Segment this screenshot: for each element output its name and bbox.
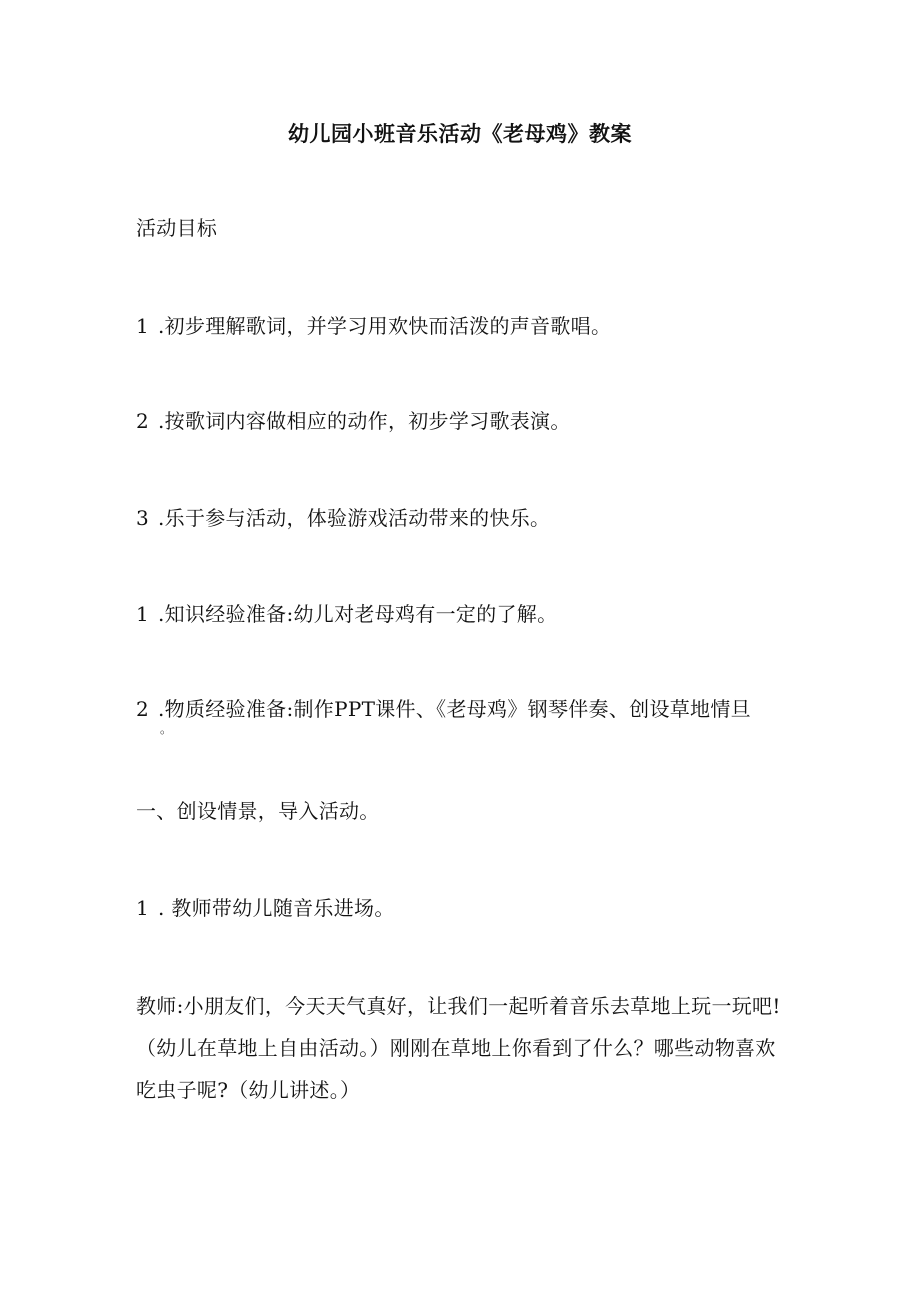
- dialogue-line-1: 教师:小朋友们，今天天气真好，让我们一起听着音乐去草地上玩一玩吧!: [136, 994, 781, 1018]
- goal-item-3: [136, 502, 550, 531]
- prep-item-1: [136, 598, 557, 627]
- prep-text: .物质经验准备:制作PPT课件、《老母鸡》钢琴伴奏、创设草地情旦: [158, 697, 751, 721]
- prep-text: .知识经验准备:幼儿对老母鸡有一定的了解。: [158, 602, 558, 626]
- document-title: 幼儿园小班音乐活动《老母鸡》教案: [288, 121, 632, 146]
- step-number: 1: [136, 896, 150, 920]
- step-text: . 教师带幼儿随音乐进场。: [158, 896, 395, 920]
- goal-text: .按歌词内容做相应的动作，初步学习歌表演。: [158, 409, 571, 433]
- dialogue-line-2: （幼儿在草地上自由活动。）刚刚在草地上你看到了什么？哪些动物喜欢: [136, 1036, 776, 1060]
- prep-item-2: [136, 693, 751, 722]
- prep-number: 1: [136, 602, 150, 626]
- goal-item-2: [136, 405, 571, 434]
- prep-item-2-tail: 。: [160, 722, 173, 736]
- dialogue-paragraph: [136, 985, 796, 1111]
- step-item-1: [136, 892, 395, 921]
- goal-number: 2: [136, 409, 150, 433]
- dialogue-line-3: 吃虫子呢?（幼儿讲述。）: [136, 1078, 361, 1102]
- goal-text: .乐于参与活动，体验游戏活动带来的快乐。: [158, 506, 551, 530]
- step-heading: 一、创设情景，导入活动。: [136, 799, 380, 823]
- goal-item-1: [136, 310, 611, 339]
- prep-number: 2: [136, 697, 150, 721]
- goal-number: 1: [136, 314, 150, 338]
- goal-text: .初步理解歌词，并学习用欢快而活泼的声音歌唱。: [158, 314, 612, 338]
- goal-number: 3: [136, 506, 150, 530]
- section-heading-goals: 活动目标: [136, 216, 218, 240]
